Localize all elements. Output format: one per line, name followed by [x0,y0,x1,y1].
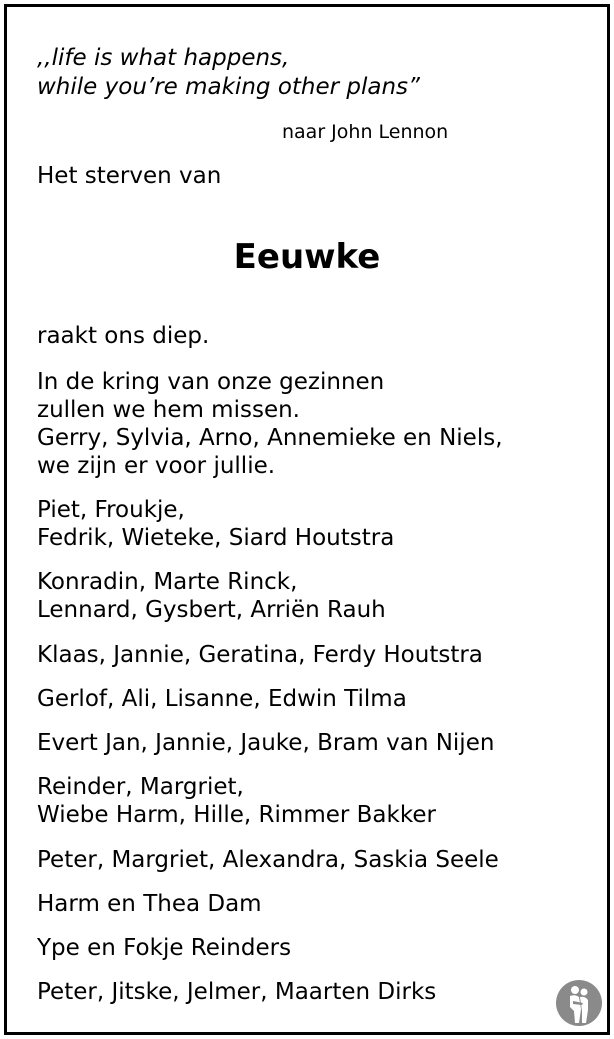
family-paragraph: Harm en Thea Dam [37,891,262,917]
family-paragraph: Konradin, Marte Rinck, Lennard, Gysbert, Arriën Rauh [37,569,386,623]
family-paragraph: Peter, Margriet, Alexandra, Saskia Seele [37,847,499,873]
family-paragraph: Gerlof, Ali, Lisanne, Edwin Tilma [37,686,407,712]
family-paragraph: Peter, Jitske, Jelmer, Maarten Dirks [37,979,437,1005]
family-paragraph: Piet, Froukje, Fedrik, Wieteke, Siard Houtstra [37,497,395,551]
family-paragraph: Klaas, Jannie, Geratina, Ferdy Houtstra [37,642,483,668]
family-paragraph: Reinder, Margriet, Wiebe Harm, Hille, Rimmer Bakker [37,774,436,828]
intro-text: Het sterven van [37,163,222,189]
quote-text: ,,life is what happens, while you’re making other plans” [37,45,420,100]
deceased-name: Eeuwke [233,237,381,277]
quote-attribution: naar John Lennon [282,121,449,143]
family-paragraph: Evert Jan, Jannie, Jauke, Bram van Nijen [37,730,495,756]
closing-text: raakt ons diep. [37,323,210,349]
mourning-figures-icon [555,979,603,1027]
family-paragraph: Ype en Fokje Reinders [37,935,292,961]
family-paragraph: In de kring van onze gezinnen zullen we hem missen. Gerry, Sylvia, Arno, Annemieke en Niels, we zijn er voor jullie. [37,369,503,479]
